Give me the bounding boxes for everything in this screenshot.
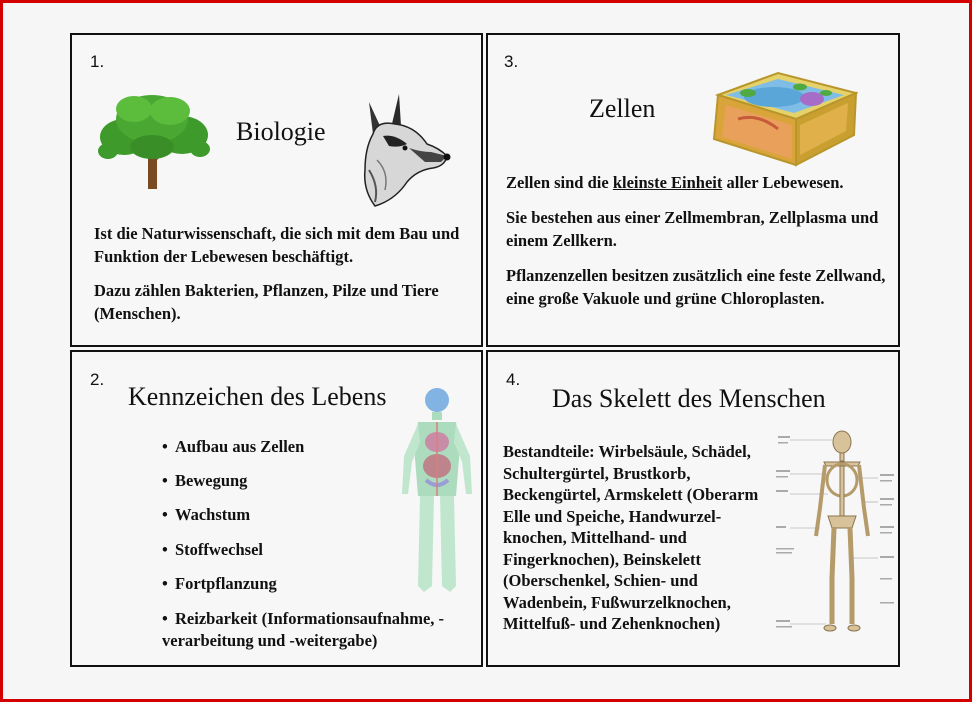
list-item-label: Reizbarkeit (Informationsaufnahme, -verarbeitung und -weitergabe)	[162, 608, 445, 650]
card-skelett	[486, 350, 900, 667]
list-item-label: Fortpflanzung	[175, 573, 277, 593]
list-item: • Fortpflanzung	[162, 573, 277, 593]
paragraph: Bestandteile: Wirbelsäule, Schädel, Schultergürtel, Brustkorb, Beckengürtel, Armskelett (Oberarm Elle und Speiche, Handwurzel- knochen, Mittelhand- und Fingerknochen), Beinskelett (Oberschenkel, Schien- und Wadenbein, Fußwurzelknochen, Mittelfuß- und Zehenknochen)	[503, 442, 759, 633]
list-item: • Aufbau aus Zellen	[162, 437, 305, 456]
text-run: aller Lebewesen.	[722, 173, 844, 192]
skeleton-icon	[776, 428, 900, 646]
paragraph: Pflanzenzellen besitzen zusätzlich eine feste Zellwand, eine große Vakuole und grüne Chloroplasten.	[506, 266, 886, 308]
criteria-list	[162, 437, 472, 652]
card-body	[503, 441, 773, 646]
card-title: Kennzeichen des Lebens	[128, 382, 387, 411]
card-number: 1.	[90, 52, 105, 71]
card-number: 3.	[504, 52, 519, 71]
underlined-term: kleinste Einheit	[612, 173, 723, 192]
card-kennzeichen	[70, 350, 483, 667]
list-item: • Stoffwechsel	[162, 539, 263, 559]
list-item-label: Stoffwechsel	[175, 539, 263, 559]
card-body	[506, 171, 896, 322]
card-body	[94, 222, 479, 336]
card-number: 4.	[506, 370, 521, 389]
paragraph: Dazu zählen Bakterien, Pflanzen, Pilze und Tiere (Menschen).	[94, 281, 439, 323]
paragraph	[506, 171, 896, 194]
card-biologie	[70, 33, 483, 347]
plant-cell-icon	[708, 65, 858, 167]
card-title: Das Skelett des Menschen	[552, 384, 826, 413]
list-item: • Bewegung	[162, 471, 248, 491]
paragraph: Ist die Naturwissenschaft, die sich mit dem Bau und Funktion der Lebewesen beschäftigt.	[94, 224, 460, 266]
card-number: 2.	[90, 370, 105, 389]
card-title: Zellen	[589, 94, 656, 123]
list-item-label: Aufbau aus Zellen	[175, 437, 305, 456]
paragraph: Sie bestehen aus einer Zellmembran, Zellplasma und einem Zellkern.	[506, 208, 879, 250]
card-title: Biologie	[236, 117, 326, 146]
dog-icon	[355, 90, 451, 208]
list-item-label: Bewegung	[175, 471, 248, 491]
card-zellen	[486, 33, 900, 347]
list-item: • Reizbarkeit (Informationsaufnahme, -verarbeitung und -weitergabe)	[162, 608, 445, 650]
tree-icon	[94, 91, 212, 191]
list-item-label: Wachstum	[175, 505, 251, 525]
text-run: Zellen sind die	[506, 173, 613, 192]
list-item: • Wachstum	[162, 505, 251, 525]
